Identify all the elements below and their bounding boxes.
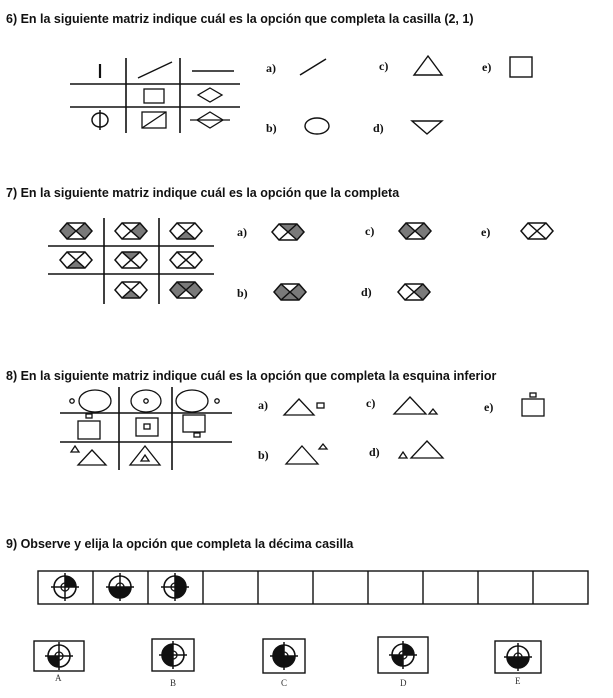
question-6-text: 6) En la siguiente matriz indique cuál es la opción que completa la casilla (2, 1)	[6, 12, 474, 26]
option-e-label: E	[515, 676, 521, 686]
option-c-label: c)	[379, 59, 389, 73]
option-a-label: a)	[237, 225, 247, 239]
question-9-text: 9) Observe y elija la opción que completa la décima casilla	[6, 537, 354, 551]
option-b-label: b)	[258, 448, 269, 462]
option-e-label: e)	[482, 60, 492, 74]
question-7-text: 7) En la siguiente matriz indique cuál es la opción que la completa	[6, 186, 400, 200]
option-a-crosshair-circle-icon[interactable]	[45, 642, 73, 670]
option-d-label: D	[400, 678, 407, 688]
question-8-text: 8) En la siguiente matriz indique cuál es la opción que completa la esquina inferior	[6, 369, 497, 383]
crosshair-circle-icon	[106, 573, 134, 601]
option-a-label: a)	[266, 61, 276, 75]
option-c-label: c)	[366, 396, 376, 410]
option-b-crosshair-circle-icon[interactable]	[159, 641, 187, 669]
option-e-label: e)	[481, 225, 491, 239]
option-e-label: e)	[484, 400, 494, 414]
crosshair-circle-icon	[51, 573, 79, 601]
option-c-crosshair-circle-icon[interactable]	[270, 642, 298, 670]
option-d-crosshair-circle-icon[interactable]	[389, 641, 417, 669]
option-b-label: b)	[266, 121, 277, 135]
option-c-label: C	[281, 678, 288, 688]
option-a-label: a)	[258, 398, 268, 412]
option-b-label: b)	[237, 286, 248, 300]
crosshair-circle-icon	[161, 573, 189, 601]
option-b-label: B	[170, 678, 177, 688]
option-d-label: d)	[369, 445, 380, 459]
option-c-label: c)	[365, 224, 375, 238]
option-d-label: d)	[373, 121, 384, 135]
option-e-crosshair-circle-icon[interactable]	[504, 643, 532, 671]
option-d-label: d)	[361, 285, 372, 299]
option-a-label: A	[55, 673, 62, 683]
